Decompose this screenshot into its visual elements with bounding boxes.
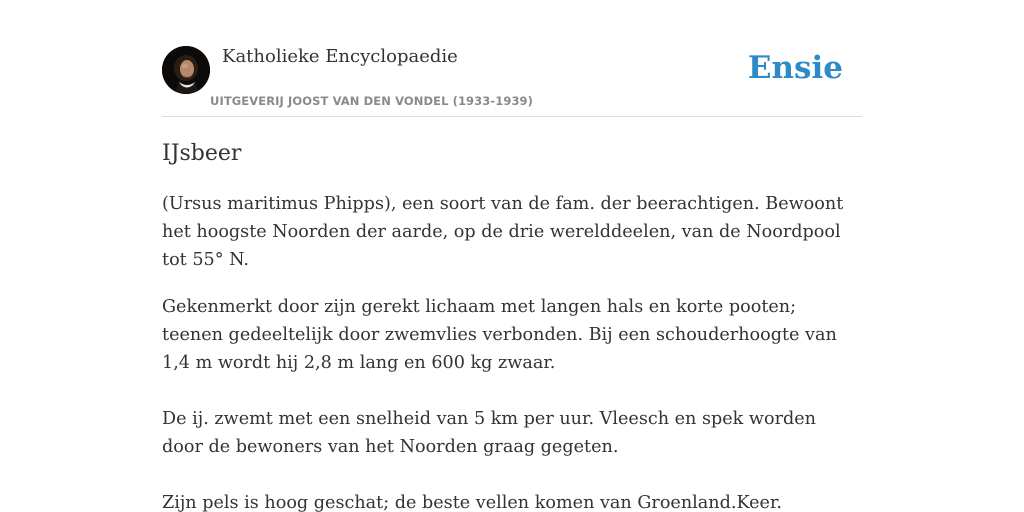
article-paragraph-1: (Ursus maritimus Phipps), een soort van de fam. der beerachtigen. Bewoont het hoogste Noorden der aarde, op de drie werelddeelen, van de Noordpool tot 55° N. [162,194,844,270]
article-paragraph-3-text: De ij. zwemt met een snelheid van 5 km per uur. Vleesch en spek worden door de bewoners van het Noorden graag gegeten. [162,409,816,457]
publisher-label: UITGEVERIJ JOOST VAN DEN VONDEL (1933-1939) [210,94,533,108]
article-paragraph-4-text: Zijn pels is hoog geschat; de beste vellen komen van Groenland.Keer. [162,493,783,512]
portrait-image [162,46,210,94]
article [162,138,862,512]
site-title[interactable]: Katholieke Encyclopaedie [222,46,458,67]
article-paragraph-2-text: Gekenmerkt door zijn gerekt lichaam met langen hals en korte pooten; teenen gedeeltelijk door zwemvlies verbonden. Bij een schouderhoogte van 1,4 m wordt hij 2,8 m lang en 600 kg zwaar. [162,297,837,373]
article-paragraph-2 [162,293,862,512]
author-portrait-avatar [162,46,210,94]
ensie-logo[interactable]: Ensie [747,50,843,86]
site-header [162,40,862,117]
article-title: IJsbeer [162,141,242,166]
